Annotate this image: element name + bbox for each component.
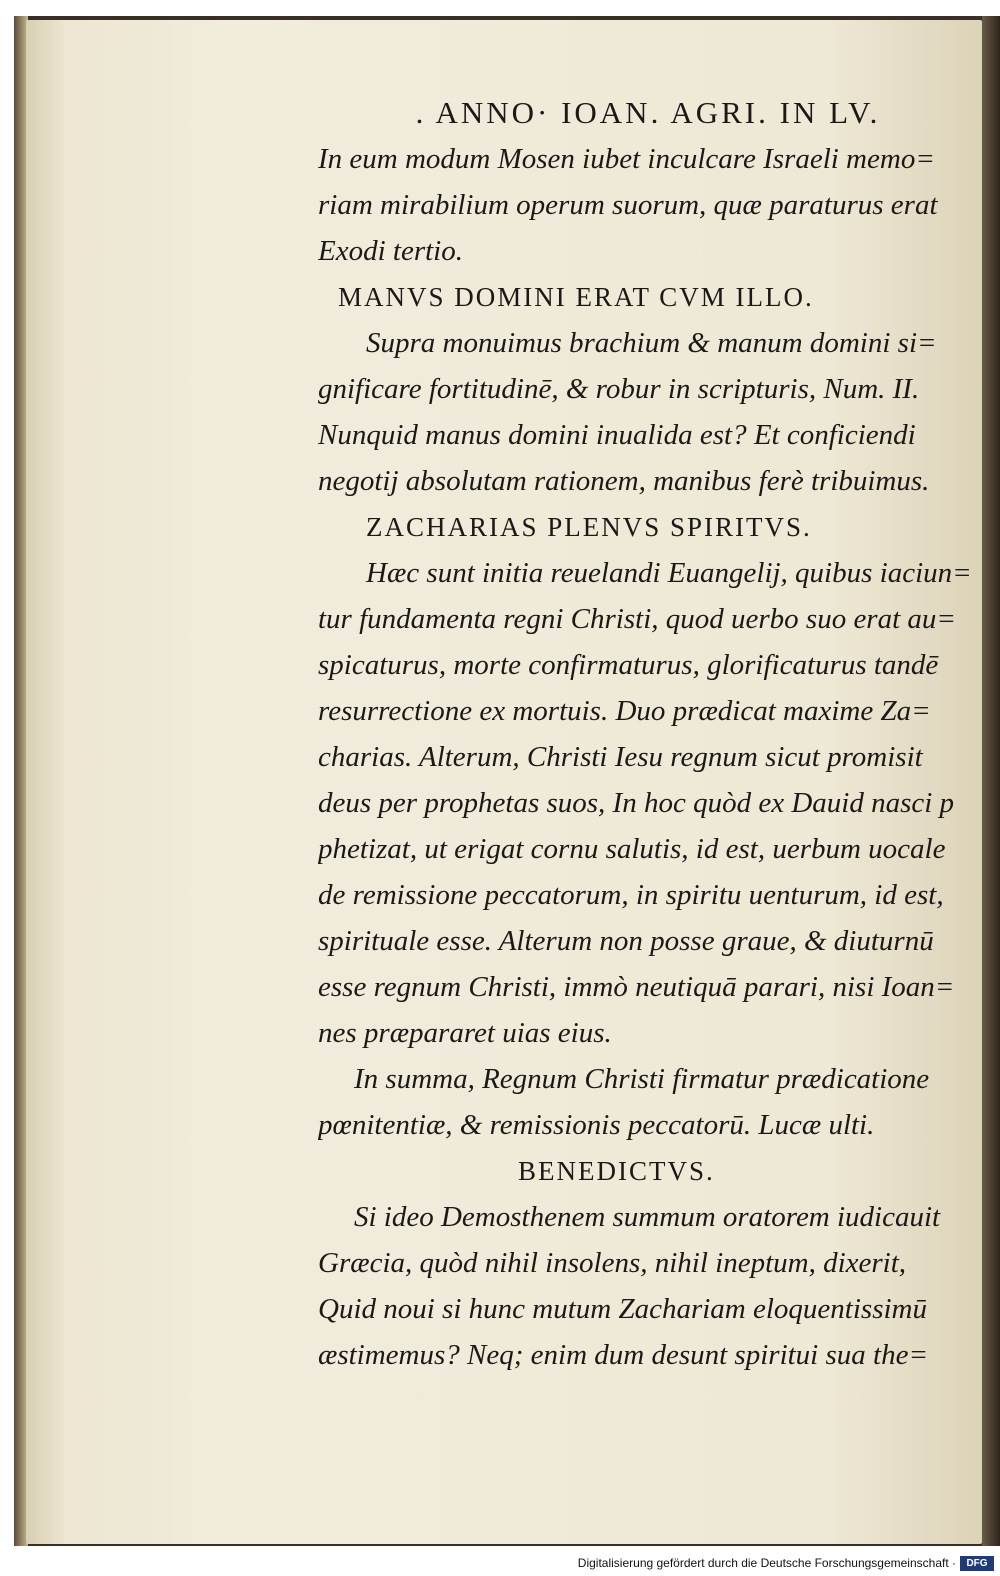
page-text — [318, 90, 980, 1378]
text-line: spirituale esse. Alterum non posse graue, & diuturnū — [318, 925, 934, 957]
text-line: Si ideo Demosthenem summum oratorem iudicauit — [354, 1201, 941, 1233]
text-line: Hæc sunt initia reuelandi Euangelij, quibus iaciun= — [366, 557, 972, 589]
text-line: Græcia, quòd nihil insolens, nihil ineptum, dixerit, — [318, 1247, 907, 1279]
text-line: Supra monuimus brachium & manum domini si= — [366, 327, 937, 359]
text-line: nes præpararet uias eius. — [318, 1017, 612, 1049]
text-line: deus per prophetas suos, In hoc quòd ex Dauid nasci p — [318, 787, 955, 819]
section-heading: ZACHARIAS PLENVS SPIRITVS. — [366, 512, 812, 542]
text-line: Nunquid manus domini inualida est? Et conficiendi — [318, 419, 916, 451]
text-line: æstimemus? Neq; enim dum desunt spiritui sua the= — [318, 1339, 929, 1371]
text-line: Exodi tertio. — [318, 235, 463, 267]
text-line: pœnitentiæ, & remissionis peccatorū. Lucæ ulti. — [318, 1109, 875, 1141]
text-line: riam mirabilium operum suorum, quæ paraturus erat — [318, 189, 938, 221]
text-line: tur fundamenta regni Christi, quod uerbo suo erat au= — [318, 603, 956, 635]
text-line: phetizat, ut erigat cornu salutis, id est, uerbum uocale — [318, 833, 946, 865]
text-line: Quid noui si hunc mutum Zachariam eloquentissimū — [318, 1293, 927, 1325]
text-line: In summa, Regnum Christi firmatur prædicatione — [354, 1063, 930, 1095]
text-line: gnificare fortitudinē, & robur in scripturis, Num. II. — [318, 373, 920, 405]
text-line: In eum modum Mosen iubet inculcare Israeli memo= — [318, 143, 935, 175]
text-line: de remissione peccatorum, in spiritu uenturum, id est, — [318, 879, 944, 911]
page-right-edge — [982, 16, 1000, 1546]
text-line: negotij absolutam rationem, manibus ferè tribuimus. — [318, 465, 930, 497]
text-line: resurrectione ex mortuis. Duo prædicat maxime Za= — [318, 695, 931, 727]
dfg-logo: DFG — [960, 1556, 994, 1571]
funding-notice: Digitalisierung gefördert durch die Deutsche Forschungsgemeinschaft · — [577, 1556, 956, 1570]
footer-bar — [0, 1548, 1000, 1576]
text-line: spicaturus, morte confirmaturus, glorificaturus tandē — [318, 649, 939, 681]
section-heading: BENEDICTVS. — [518, 1156, 715, 1186]
section-heading: MANVS DOMINI ERAT CVM ILLO. — [338, 282, 814, 312]
running-head: . ANNO· IOAN. AGRI. IN LV. — [415, 95, 881, 130]
text-line: charias. Alterum, Christi Iesu regnum sicut promisit — [318, 741, 923, 773]
text-line: esse regnum Christi, immò neutiquā parari, nisi Ioan= — [318, 971, 955, 1003]
